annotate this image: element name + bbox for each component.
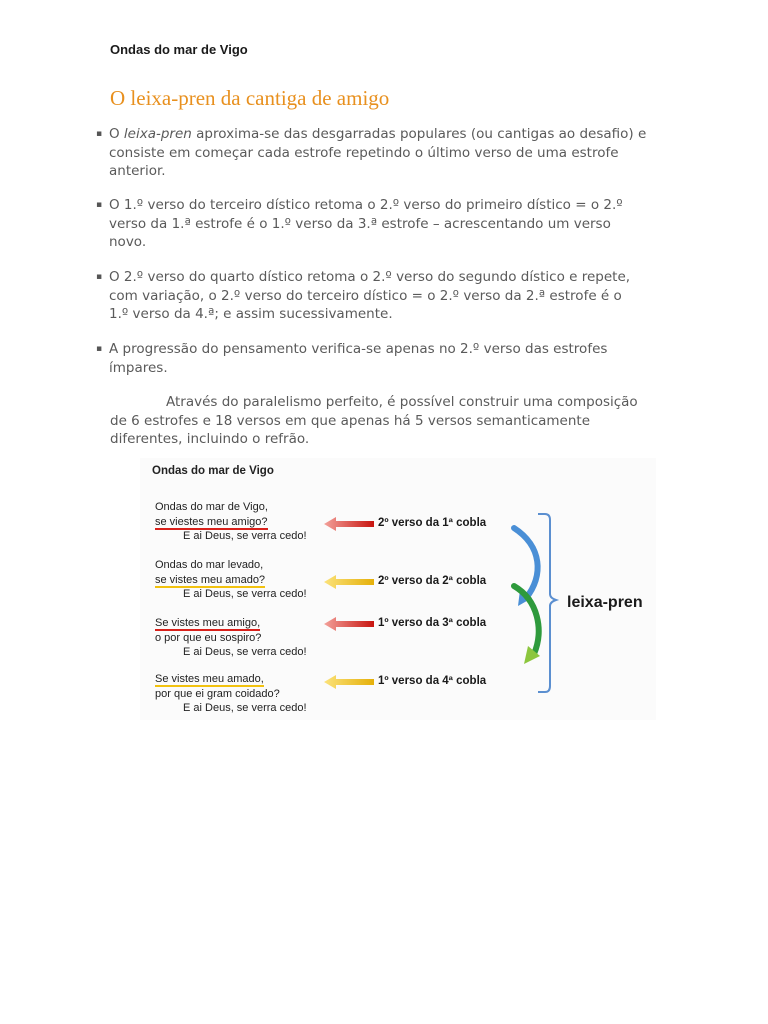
leixa-pren-diagram [140,458,656,720]
section-title: O leixa-pren da cantiga de amigo [110,86,390,110]
bullet-mark: ▪ [96,200,103,210]
stanza-3 [155,616,307,660]
summary-paragraph [110,393,655,449]
refrain-line: E ai Deus, se verra cedo! [183,588,307,600]
bracket [538,514,556,692]
verse-line-underlined: Se vistes meu amigo, [155,617,261,629]
bullet-item-3 [96,268,656,324]
yellow-arrow-2 [324,675,374,689]
stanza-2 [155,558,307,602]
cobla-label-2: 2º verso da 2ª cobla [378,575,487,587]
green-curved-arrow [514,586,540,664]
bullet-item-4 [96,340,656,377]
bullet-text: O 1.º verso do terceiro dístico retoma o 2.º verso do primeiro dístico = o 2.º [109,197,623,213]
refrain-line: E ai Deus, se verra cedo! [183,530,307,542]
yellow-arrow-1 [324,575,374,589]
emphasis-term: leixa-pren [123,126,192,142]
bullet-text: com variação, o 2.º verso do terceiro dístico = o 2.º verso da 2.ª estrofe é o [109,287,622,304]
bullet-mark: ▪ [96,129,103,139]
bullet-mark: ▪ [96,344,103,354]
verse-line: o por que eu sospiro? [155,631,262,644]
bullet-item-1 [96,125,656,181]
paragraph-line: diferentes, incluindo o refrão. [110,431,310,447]
bullet-text: 1.º verso da 4.ª; e assim sucessivamente. [109,306,393,322]
bullet-mark: ▪ [96,272,103,282]
bullet-text: O [109,126,124,142]
verse-line: Ondas do mar levado, [155,559,264,571]
leixa-pren-label: leixa-pren [567,594,643,611]
refrain-line: E ai Deus, se verra cedo! [183,646,307,658]
cobla-label-4: 1º verso da 4ª cobla [378,675,487,687]
stanza-4 [155,672,307,716]
bullet-text: aproxima-se das desgarradas populares (ou cantigas ao desafio) e [191,126,647,142]
stanza-1 [155,500,307,544]
verse-line: por que ei gram coidado? [155,687,280,700]
bullet-text: consiste em começar cada estrofe repetindo o último verso de uma estrofe [109,144,619,161]
bullet-text: ímpares. [109,359,168,376]
figure-title: Ondas do mar de Vigo [152,465,274,477]
paragraph-line: Através do paralelismo perfeito, é possível construir uma composição [166,394,638,410]
refrain-line: E ai Deus, se verra cedo! [183,702,307,714]
document-header: Ondas do mar de Vigo [110,42,248,57]
cobla-label-1: 2º verso da 1ª cobla [378,517,487,529]
paragraph-line: de 6 estrofes e 18 versos em que apenas há 5 versos semanticamente [110,412,591,429]
verse-line-underlined: Se vistes meu amado, [155,673,264,685]
bullet-text: anterior. [109,163,166,179]
cobla-label-3: 1º verso da 3ª cobla [378,617,487,629]
verse-line-underlined: se vistes meu amado? [155,573,266,586]
bullet-text: novo. [109,234,147,250]
verse-line: Ondas do mar de Vigo, [155,501,268,513]
bullet-text: A progressão do pensamento verifica-se apenas no 2.º verso das estrofes [109,341,608,357]
bullet-item-2 [96,196,656,252]
verse-line-underlined: se viestes meu amigo? [155,515,268,528]
red-arrow-2 [324,617,374,631]
red-arrow-1 [324,517,374,531]
bullet-text: O 2.º verso do quarto dístico retoma o 2.º verso do segundo dístico e repete, [109,269,631,285]
bullet-text: verso da 1.ª estrofe é o 1.º verso da 3.ª estrofe – acrescentando um verso [109,215,611,232]
